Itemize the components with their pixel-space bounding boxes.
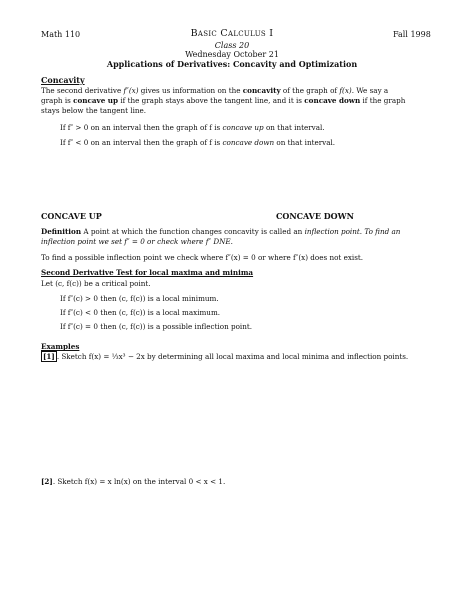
concavity-heading: Concavity	[41, 75, 85, 85]
test-item-min: If f″(c) > 0 then (c, f(c)) is a local minimum.	[60, 294, 219, 303]
definition-line1: Definition A point at which the function changes concavity is called an inflection point. To find an	[41, 227, 401, 236]
concave-down-rule: If f″ < 0 on an interval then the graph of f is concave down on that interval.	[60, 138, 336, 147]
concave-up-label: CONCAVE UP	[41, 211, 102, 221]
class-number: Class 20	[214, 41, 250, 50]
definition-line2: inflection point we set f″ = 0 or check where f″ DNE.	[41, 237, 233, 246]
examples-heading: Examples	[41, 342, 80, 351]
example-2: [2]. Sketch f(x) = x ln(x) on the interval 0 < x < 1.	[41, 477, 226, 486]
second-derivative-test-heading: Second Derivative Test for local maxima and minima	[41, 268, 254, 277]
test-item-inflection: If f″(c) = 0 then (c, f(c)) is a possible inflection point.	[60, 322, 253, 331]
critical-point-intro: Let (c, f(c)) be a critical point.	[41, 279, 151, 288]
lecture-topic: Applications of Derivatives: Concavity and Optimization	[106, 59, 358, 69]
test-item-max: If f″(c) < 0 then (c, f(c)) is a local maximum.	[60, 308, 221, 317]
concavity-paragraph-line1: The second derivative f″(x) gives us information on the concavity of the graph of f(x). We say a	[41, 86, 389, 95]
inflection-check-line: To find a possible inflection point we check where f″(x) = 0 or where f″(x) does not exist.	[41, 253, 364, 262]
course-label: Math 110	[41, 30, 81, 39]
page-title: Basic Calculus I	[190, 28, 274, 39]
example-1: [1] . Sketch f(x) = ⅓x³ − 2x by determining all local maxima and local minima and inflection points.	[43, 352, 409, 361]
lecture-date: Wednesday October 21	[185, 50, 279, 59]
concave-down-label: CONCAVE DOWN	[276, 211, 354, 221]
concave-up-rule: If f″ > 0 on an interval then the graph of f is concave up on that interval.	[60, 123, 325, 132]
semester-label: Fall 1998	[393, 30, 431, 39]
concavity-paragraph-line2: graph is concave up if the graph stays above the tangent line, and it is concave down if the graph	[41, 96, 406, 105]
concavity-paragraph-line3: stays below the tangent line.	[41, 106, 147, 115]
